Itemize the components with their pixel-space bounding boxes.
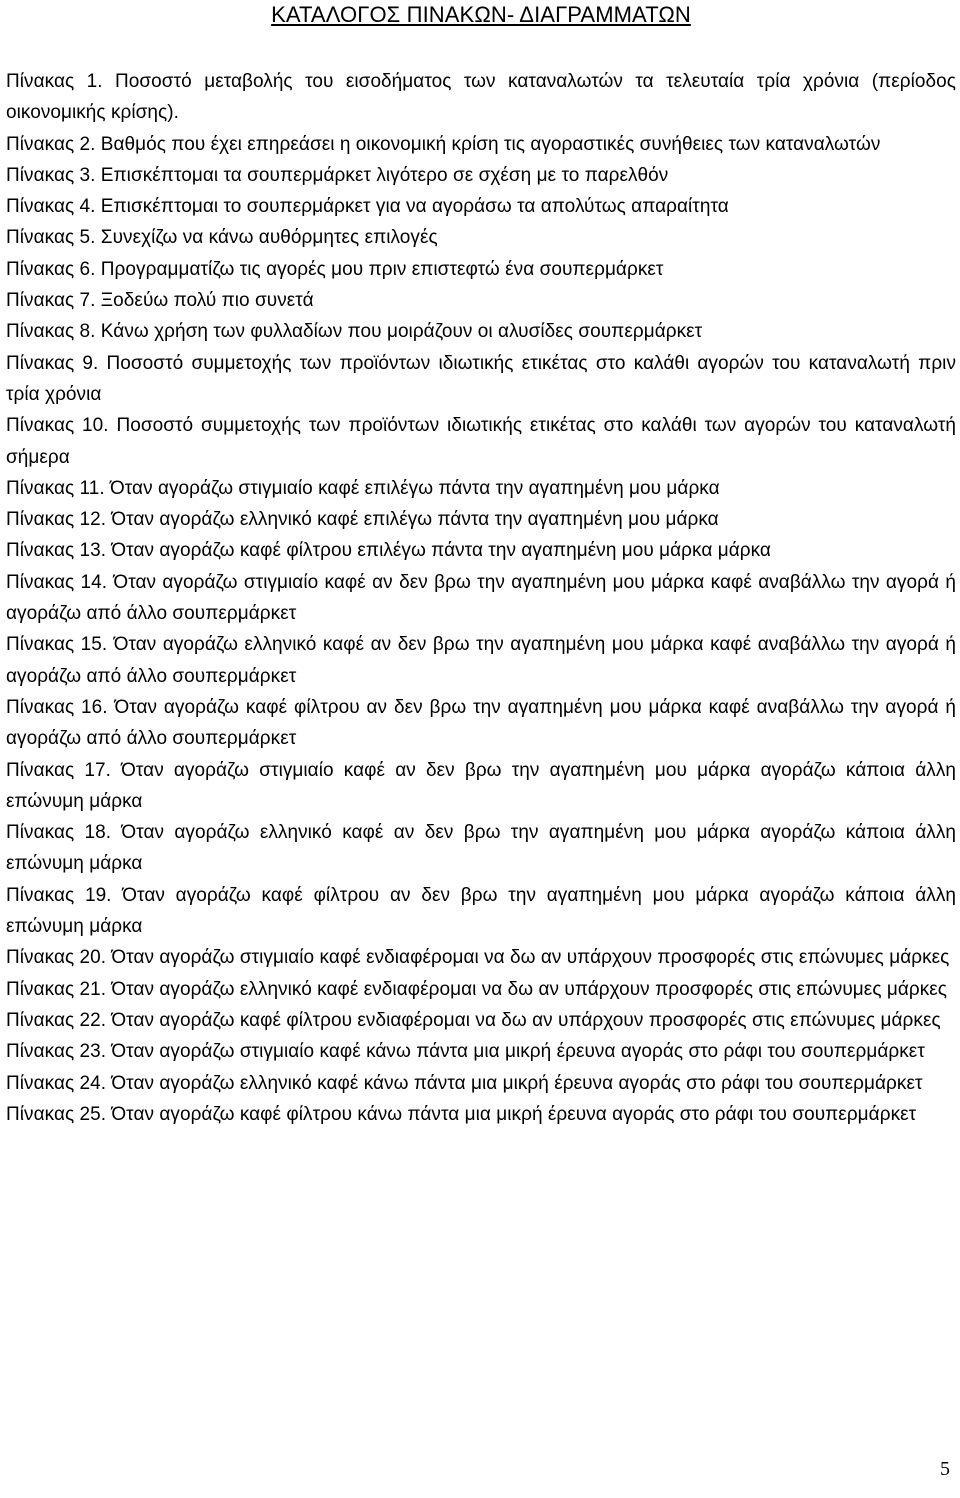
list-item-12: Πίνακας 12. Όταν αγοράζω ελληνικό καφέ επιλέγω πάντα την αγαπημένη μου μάρκα	[6, 509, 719, 531]
list-item-9: Πίνακας 9. Ποσοστό συμμετοχής των προϊόντων ιδιωτικής ετικέτας στο καλάθι αγορών του καταναλωτή πριν τρία χρόνια	[6, 352, 956, 405]
list-item-5: Πίνακας 5. Συνεχίζω να κάνω αυθόρμητες επιλογές	[6, 227, 438, 249]
list-item-25: Πίνακας 25. Όταν αγοράζω καφέ φίλτρου κάνω πάντα μια μικρή έρευνα αγοράς στο ράφι του σουπερμάρκετ	[6, 1103, 917, 1125]
list-item-16: Πίνακας 16. Όταν αγοράζω καφέ φίλτρου αν δεν βρω την αγαπημένη μου μάρκα καφέ αναβάλλω την αγορά ή αγοράζω από άλλο σουπερμάρκετ	[6, 696, 956, 750]
page-number: 5	[940, 1458, 950, 1480]
list-item-11: Πίνακας 11. Όταν αγοράζω στιγμιαίο καφέ επιλέγω πάντα την αγαπημένη μου μάρκα	[6, 477, 720, 499]
list-item-4: Πίνακας 4. Επισκέπτομαι το σουπερμάρκετ για να αγοράσω τα απολύτως απαραίτητα	[6, 196, 729, 218]
document-page	[6, 0, 956, 1130]
list-item-22: Πίνακας 22. Όταν αγοράζω καφέ φίλτρου ενδιαφέρομαι να δω αν υπάρχουν προσφορές στις επώνυμες μάρκες	[6, 1009, 941, 1031]
list-item-24: Πίνακας 24. Όταν αγοράζω ελληνικό καφέ κάνω πάντα μια μικρή έρευνα αγοράς στο ράφι του σουπερμάρκετ	[6, 1072, 923, 1094]
list-item-18: Πίνακας 18. Όταν αγοράζω ελληνικό καφέ αν δεν βρω την αγαπημένη μου μάρκα αγοράζω κάποια άλλη επώνυμη μάρκα	[6, 822, 956, 875]
list-item-23: Πίνακας 23. Όταν αγοράζω στιγμιαίο καφέ κάνω πάντα μια μικρή έρευνα αγοράς στο ράφι του σουπερμάρκετ	[6, 1041, 925, 1063]
list-item-2: Πίνακας 2. Βαθμός που έχει επηρεάσει η οικονομική κρίση τις αγοραστικές συνήθειες των καταναλωτών	[6, 133, 881, 155]
list-item-14: Πίνακας 14. Όταν αγοράζω στιγμιαίο καφέ αν δεν βρω την αγαπημένη μου μάρκα καφέ αναβάλλω την αγορά ή αγοράζω από άλλο σουπερμάρκετ	[6, 571, 956, 625]
list-item-19: Πίνακας 19. Όταν αγοράζω καφέ φίλτρου αν δεν βρω την αγαπημένη μου μάρκα αγοράζω κάποια άλλη επώνυμη μάρκα	[6, 884, 956, 938]
list-item-8: Πίνακας 8. Κάνω χρήση των φυλλαδίων που μοιράζουν οι αλυσίδες σουπερμάρκετ	[6, 321, 703, 343]
list-item-1: Πίνακας 1. Ποσοστό μεταβολής του εισοδήματος των καταναλωτών τα τελευταία τρία χρόνια (περίοδος οικονομικής κρίσης).	[6, 71, 956, 124]
page-title: ΚΑΤΑΛΟΓΟΣ ΠΙΝΑΚΩΝ- ΔΙΑΓΡΑΜΜΑΤΩΝ	[271, 2, 691, 27]
list-item-7: Πίνακας 7. Ξοδεύω πολύ πιο συνετά	[6, 290, 314, 312]
list-item-21: Πίνακας 21. Όταν αγοράζω ελληνικό καφέ ενδιαφέρομαι να δω αν υπάρχουν προσφορές στις επώνυμες μάρκες	[6, 978, 948, 1000]
list-item-10: Πίνακας 10. Ποσοστό συμμετοχής των προϊόντων ιδιωτικής ετικέτας στο καλάθι των αγορών του καταναλωτή σήμερα	[6, 415, 956, 468]
list-item-17: Πίνακας 17. Όταν αγοράζω στιγμιαίο καφέ αν δεν βρω την αγαπημένη μου μάρκα αγοράζω κάποια άλλη επώνυμη μάρκα	[6, 759, 956, 812]
list-item-20: Πίνακας 20. Όταν αγοράζω στιγμιαίο καφέ ενδιαφέρομαι να δω αν υπάρχουν προσφορές στις επώνυμες μάρκες	[6, 947, 950, 969]
list-item-6: Πίνακας 6. Προγραμματίζω τις αγορές μου πριν επιστεφτώ ένα σουπερμάρκετ	[6, 258, 664, 280]
table-of-tables-list	[6, 66, 956, 1130]
list-item-3: Πίνακας 3. Επισκέπτομαι τα σουπερμάρκετ λιγότερο σε σχέση με το παρελθόν	[6, 164, 669, 186]
list-item-13: Πίνακας 13. Όταν αγοράζω καφέ φίλτρου επιλέγω πάντα την αγαπημένη μου μάρκα μάρκα	[6, 540, 771, 562]
list-item-15: Πίνακας 15. Όταν αγοράζω ελληνικό καφέ αν δεν βρω την αγαπημένη μου μάρκα καφέ αναβάλλω την αγορά ή αγοράζω από άλλο σουπερμάρκετ	[6, 634, 956, 687]
